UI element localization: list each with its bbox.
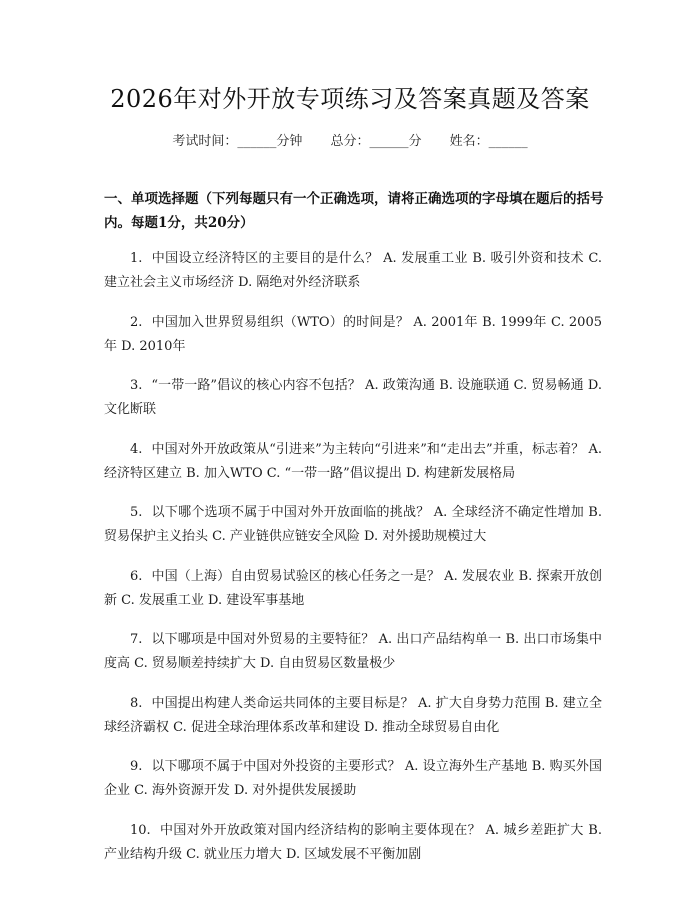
question-text: 中国提出构建人类命运共同体的主要目标是？ A. 扩大自身势力范围 B. 建立全球经济霸权 C. 促进全球治理体系改革和建设 D. 推动全球贸易自由化 xyxy=(104,695,602,735)
question-number: 8. xyxy=(130,695,143,711)
student-name-field xyxy=(450,133,528,151)
question-item xyxy=(104,438,602,486)
question-item xyxy=(104,374,602,422)
question-item xyxy=(104,247,602,295)
question-text: “一带一路”倡议的核心内容不包括？ A. 政策沟通 B. 设施联通 C. 贸易畅通 D. 文化断联 xyxy=(104,378,602,417)
question-list xyxy=(104,247,602,882)
question-number: 2. xyxy=(130,314,143,330)
question-number: 10. xyxy=(130,822,151,838)
question-text: 中国设立经济特区的主要目的是什么？ A. 发展重工业 B. 吸引外资和技术 C. 建立社会主义市场经济 D. 隔绝对外经济联系 xyxy=(104,251,602,290)
question-text: 中国对外开放政策对国内经济结构的影响主要体现在？ A. 城乡差距扩大 B. 产业结构升级 C. 就业压力增大 D. 区域发展不平衡加剧 xyxy=(104,822,602,862)
question-number: 6. xyxy=(130,568,143,584)
exam-time-unit: 分钟 xyxy=(276,134,303,149)
exam-time-blank: ______ xyxy=(237,134,277,149)
question-number: 1. xyxy=(130,251,143,266)
question-number: 3. xyxy=(130,378,143,393)
question-text: 以下哪个选项不属于中国对外开放面临的挑战？ A. 全球经济不确定性增加 B. 贸易保护主义抬头 C. 产业链供应链安全风险 D. 对外援助规模过大 xyxy=(104,505,602,544)
section-heading: 一、单项选择题（下列每题只有一个正确选项，请将正确选项的字母填在题后的括号内。每题1分，共20分） xyxy=(104,191,604,231)
student-name-label: 姓名： xyxy=(449,134,489,149)
exam-meta xyxy=(0,133,700,151)
question-text: 以下哪项是中国对外贸易的主要特征？ A. 出口产品结构单一 B. 出口市场集中度高 C. 贸易顺差持续扩大 D. 自由贸易区数量极少 xyxy=(104,632,602,671)
question-number: 4. xyxy=(130,441,143,457)
question-item xyxy=(104,628,602,676)
question-number: 5. xyxy=(130,505,143,520)
question-item xyxy=(104,501,602,549)
exam-time-field xyxy=(172,133,302,151)
question-text: 以下哪项不属于中国对外投资的主要形式？ A. 设立海外生产基地 B. 购买外国企业 C. 海外资源开发 D. 对外提供发展援助 xyxy=(104,759,602,798)
total-score-unit: 分 xyxy=(408,134,422,149)
question-number: 9. xyxy=(130,759,143,774)
question-item xyxy=(104,565,602,613)
total-score-label: 总分： xyxy=(330,134,370,149)
student-name-blank: ______ xyxy=(488,134,528,149)
total-score-field xyxy=(330,133,421,151)
total-score-blank: ______ xyxy=(369,134,409,149)
question-text: 中国对外开放政策从“引进来”为主转向“引进来”和“走出去”并重，标志着？ A. 经济特区建立 B. 加入WTO C. “一带一路”倡议提出 D. 构建新发展格局 xyxy=(104,441,602,481)
exam-time-label: 考试时间： xyxy=(172,134,238,149)
question-number: 7. xyxy=(130,632,143,647)
page-title: 2026年对外开放专项练习及答案真题及答案 xyxy=(110,85,590,113)
question-text: 中国加入世界贸易组织（WTO）的时间是？ A. 2001年 B. 1999年 C. 2005年 D. 2010年 xyxy=(104,314,602,354)
question-item xyxy=(104,755,602,803)
question-item xyxy=(104,819,602,867)
question-item xyxy=(104,692,602,740)
question-item xyxy=(104,311,602,359)
question-text: 中国（上海）自由贸易试验区的核心任务之一是？ A. 发展农业 B. 探索开放创新 C. 发展重工业 D. 建设军事基地 xyxy=(104,568,602,608)
